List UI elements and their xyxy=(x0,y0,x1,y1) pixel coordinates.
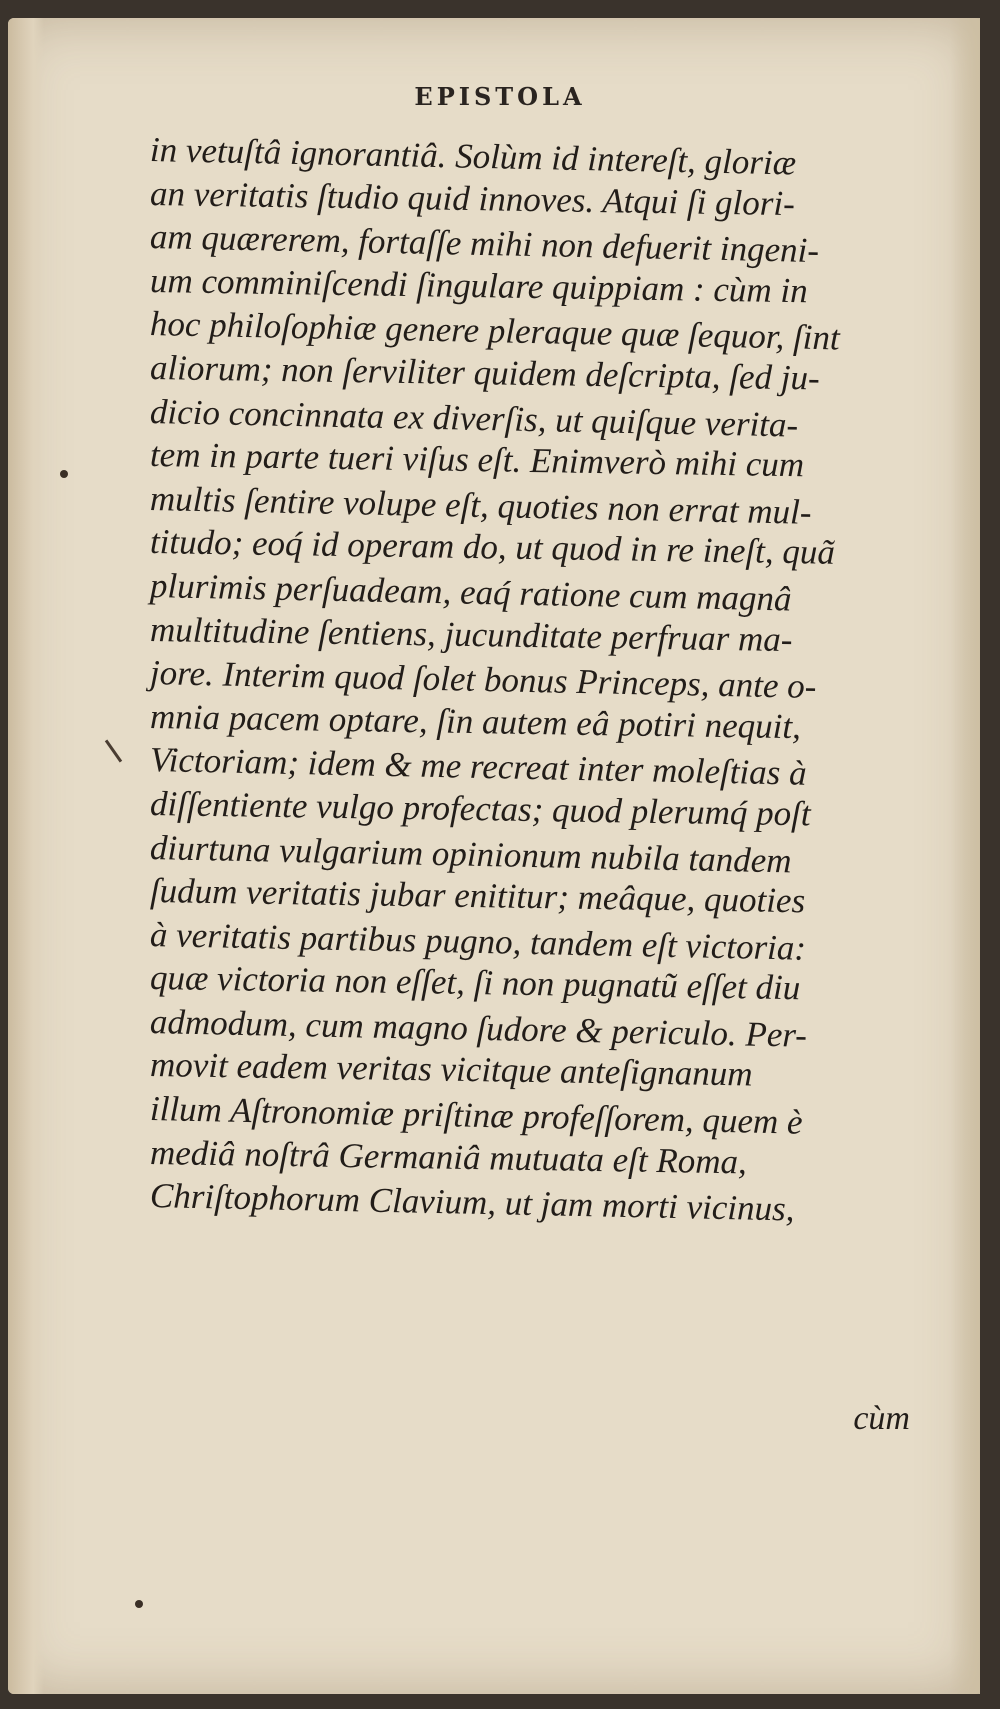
running-header: EPISTOLA xyxy=(414,82,586,111)
text-line: Victoriam; idem & me recreat inter moleſtias à xyxy=(149,740,808,794)
text-line: in vetuſtâ ignorantiâ. Solùm id intereſt, gloriæ xyxy=(149,130,797,183)
text-line: jore. Interim quod ſolet bonus Princeps, ante o- xyxy=(149,653,817,707)
text-line: multitudine ſentiens, jucunditate perfruar ma- xyxy=(149,609,793,659)
text-line: an veritatis ſtudio quid innoves. Atqui ſi glori- xyxy=(149,173,796,223)
text-line: mediâ noſtrâ Germaniâ mutuata eſt Roma, xyxy=(149,1132,748,1182)
text-line: ſudum veritatis jubar enititur; meâque, quoties xyxy=(149,871,806,921)
body-text xyxy=(149,128,940,1229)
text-line: admodum, cum magno ſudore & periculo. Per- xyxy=(149,1001,808,1055)
text-line: movit eadem veritas vicitque anteſignanum xyxy=(149,1045,753,1094)
ink-speck xyxy=(60,470,68,478)
text-line: diſſentiente vulgo profectas; quod plerumq́ poſt xyxy=(149,783,811,834)
page-gutter-edge xyxy=(8,18,44,1694)
text-line: plurimis perſuadeam, eaq́ ratione cum magnâ xyxy=(149,565,792,619)
text-line: illum Aſtronomiæ priſtinæ profeſſorem, quem è xyxy=(149,1089,803,1142)
text-line: quæ victoria non eſſet, ſi non pugnatũ eſſet diu xyxy=(149,958,801,1008)
text-line: à veritatis partibus pugno, tandem eſt victoria: xyxy=(149,914,807,968)
text-line: titudo; eoq́ id operam do, ut quod in re ineſt, quã xyxy=(149,522,836,573)
text-line: hoc philoſophiæ genere pleraque quæ ſequor, ſint xyxy=(149,304,841,358)
text-line: Chriſtophorum Clavium, ut jam morti vicinus, xyxy=(149,1176,795,1229)
catchword: cùm xyxy=(853,1400,910,1437)
text-line: am quærerem, fortaſſe mihi non defuerit ingeni- xyxy=(149,217,820,271)
text-line: tem in parte tueri viſus eſt. Enimverò mihi cum xyxy=(149,435,805,485)
text-line: aliorum; non ſerviliter quidem deſcripta, ſed ju- xyxy=(149,347,820,398)
page-fore-edge xyxy=(950,18,980,1694)
text-line: diurtuna vulgarium opinionum nubila tandem xyxy=(149,827,792,880)
text-line: dicio concinnata ex diverſis, ut quiſque verita- xyxy=(149,391,799,445)
text-line: mnia pacem optare, ſin autem eâ potiri nequit, xyxy=(149,696,802,746)
ink-speck xyxy=(135,1600,143,1608)
text-line: um comminiſcendi ſingulare quippiam : cùm in xyxy=(149,260,809,311)
text-line: multis ſentire volupe eſt, quoties non errat mul- xyxy=(149,478,812,532)
